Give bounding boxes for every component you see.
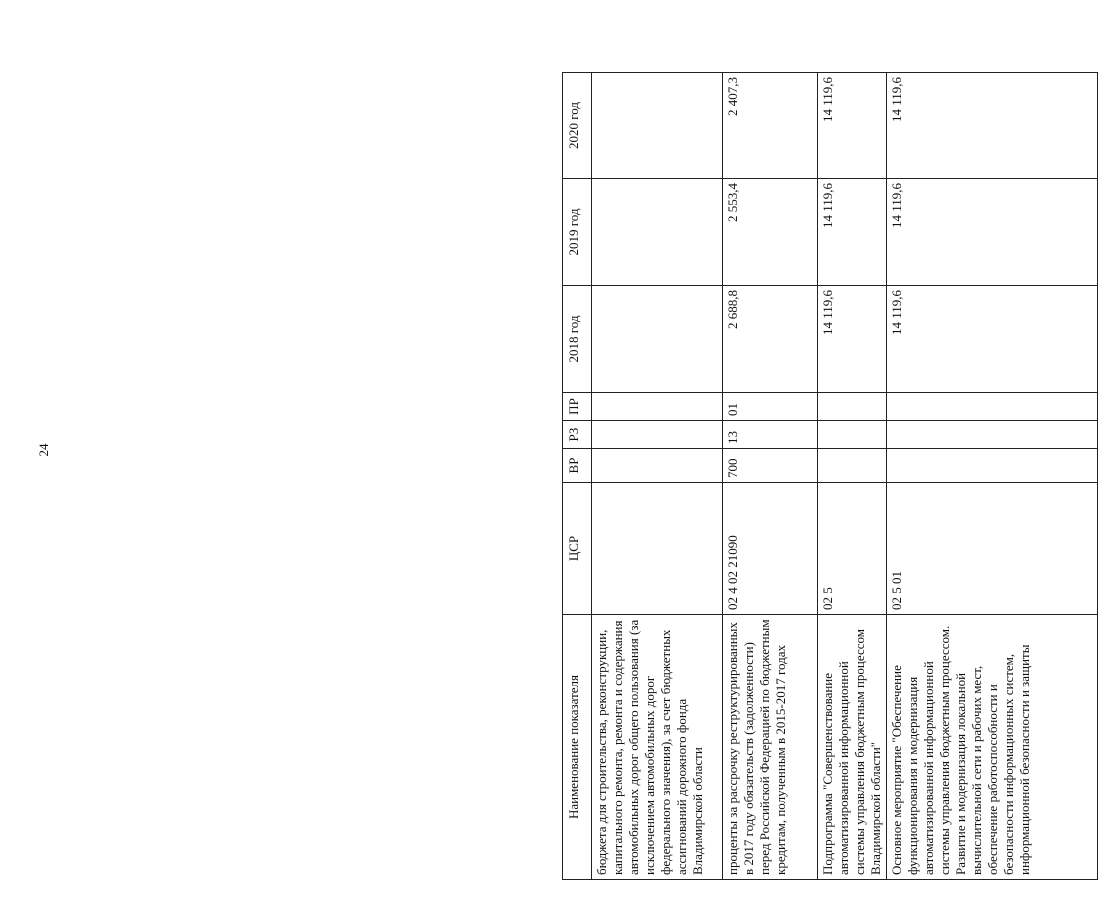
cell-rz	[592, 421, 723, 449]
cell-vr	[887, 449, 1098, 483]
cell-csr: 02 5	[818, 483, 887, 615]
cell-vr	[592, 449, 723, 483]
cell-2018	[592, 286, 723, 393]
cell-rz	[818, 421, 887, 449]
header-pr: ПР	[563, 393, 592, 421]
cell-2020: 14 119,6	[887, 73, 1098, 179]
budget-table	[562, 72, 1098, 880]
cell-csr	[592, 483, 723, 615]
cell-csr: 02 5 01	[887, 483, 1098, 615]
cell-2020: 2 407,3	[723, 73, 818, 179]
header-csr: ЦСР	[563, 483, 592, 615]
cell-2020: 14 119,6	[818, 73, 887, 179]
header-year-2018: 2018 год	[563, 286, 592, 393]
cell-2018: 2 688,8	[723, 286, 818, 393]
header-year-2020: 2020 год	[563, 73, 592, 179]
cell-csr: 02 4 02 21090	[723, 483, 818, 615]
cell-pr: 01	[723, 393, 818, 421]
cell-vr: 700	[723, 449, 818, 483]
table-row	[723, 73, 818, 880]
cell-name: проценты за рассрочку реструктурированных в 2017 году обязательств (задолженности) перед Российской Федерацией по бюджетным кредитам, полученным в 2015-2017 годах	[723, 615, 818, 880]
cell-rz: 13	[723, 421, 818, 449]
cell-vr	[818, 449, 887, 483]
cell-pr	[592, 393, 723, 421]
header-vr: ВР	[563, 449, 592, 483]
cell-name: Основное мероприятие "Обеспечение функционирования и модернизация автоматизированной информационной системы управления бюджетным процессом. Развитие и модернизация локальной вычислительной сети и рабочих мест, обеспечение работоспособности и безопасности информационных систем, информационной безопасности и защиты	[887, 615, 1098, 880]
page-number: 24	[36, 443, 51, 457]
cell-name: бюджета для строительства, реконструкции, капитального ремонта, ремонта и содержания автомобильных дорог общего пользования (за исключением автомобильных дорог федерального значения), за счет бюджетных ассигнований дорожного фонда Владимирской области	[592, 615, 723, 880]
cell-2020	[592, 73, 723, 179]
table-header-row	[563, 73, 592, 880]
cell-2018: 14 119,6	[818, 286, 887, 393]
cell-2019: 14 119,6	[818, 179, 887, 286]
table-row	[592, 73, 723, 880]
rotated-page-content	[562, 73, 1098, 880]
header-rz: РЗ	[563, 421, 592, 449]
header-name: Наименование показателя	[563, 615, 592, 880]
cell-pr	[887, 393, 1098, 421]
table-row	[887, 73, 1098, 880]
cell-2019: 2 553,4	[723, 179, 818, 286]
cell-pr	[818, 393, 887, 421]
cell-rz	[887, 421, 1098, 449]
cell-2018: 14 119,6	[887, 286, 1098, 393]
cell-name: Подпрограмма "Совершенствование автоматизированной информационной системы управления бюджетным процессом Владимирской области"	[818, 615, 887, 880]
header-year-2019: 2019 год	[563, 179, 592, 286]
table-row	[818, 73, 887, 880]
cell-2019: 14 119,6	[887, 179, 1098, 286]
cell-2019	[592, 179, 723, 286]
